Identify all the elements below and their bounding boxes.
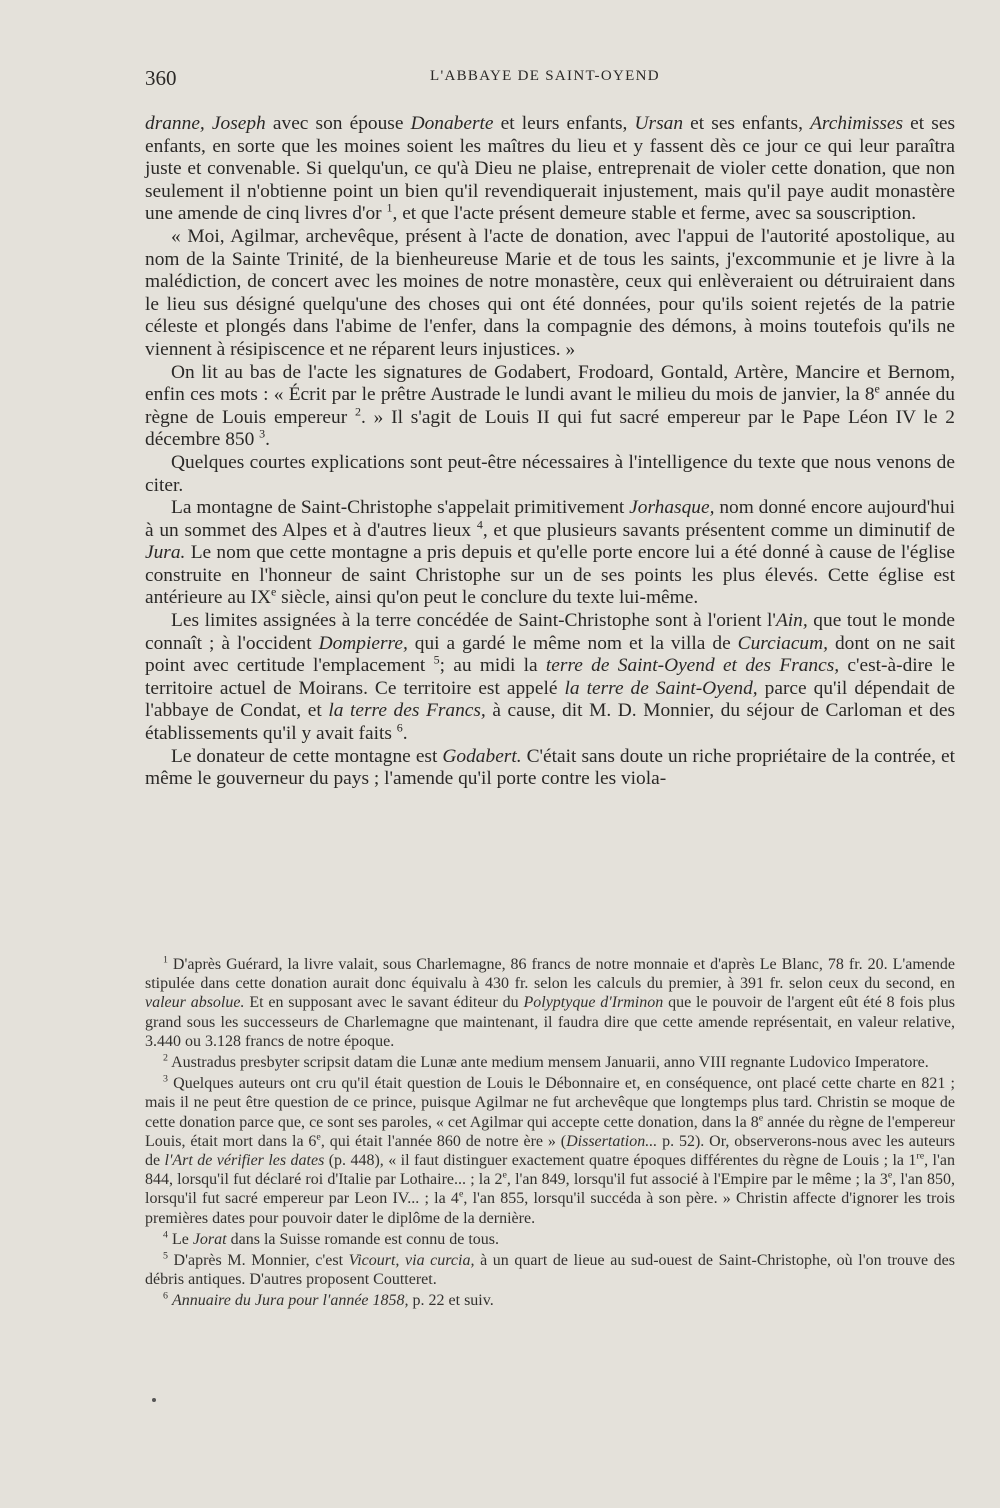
note-ref: 3 [163,1073,168,1085]
text-run: , et que l'acte présent demeure stable et ferme, avec sa souscription. [392,203,917,225]
body-text [145,113,955,791]
italic-text: Polyptyque d'Irminon [523,994,664,1012]
text-run: Austradus presbyter scripsit datam die Lunæ ante medium mensem Januarii, anno VIII regnante Ludovico Imperatore. [167,1054,929,1072]
text-run: , qui était l'année 860 de notre ère » ( [320,1132,567,1150]
note-ref: 6 [163,1291,168,1303]
footnotes [145,955,955,1313]
text-run: et ses enfants, en sorte que les moines soient les maîtres du lieu et y fassent dès ce jour ce qui leur paraîtra juste et convenable. Si quelqu'un, ce qu'à Dieu ne plaise, entreprenait de violer cette donation, que non seulement il n'obtienne point un bien qu'il revendiquerait injustement, mais qu'il paye audit monastère une amende de cinq livres d'or [145,113,956,225]
italic-text: Curciacum, [737,632,828,654]
text-run: . [402,723,408,745]
text-run: à un quart de lieue au sud-ouest de Saint-Christophe, où l'on trouve des débris antiques. D'autres proposent Coutteret. [145,1252,956,1289]
text-run: Quelques courtes explications sont peut-être nécessaires à l'intelligence du texte que nous venons de citer. [145,451,955,496]
paragraph-7 [145,746,955,791]
note-ref: re [916,1150,925,1162]
text-run: , l'an 844, lorsqu'il fut déclaré roi d'Italie par Lothaire... ; la 2 [145,1152,955,1189]
text-run: que le pouvoir de l'argent eût été 8 fois plus grand sous les successeurs de Charlemagne que maintenant, il faudra dire que cette amende représentait, en valeur relative, 3.440 ou 3.128 francs de notre époque. [145,994,955,1050]
paragraph-6 [145,610,955,746]
note-ref: e [758,1112,764,1124]
note-ref: 5 [163,1250,168,1262]
text-run: et ses enfants, [683,113,811,134]
text-run: avec son épouse [265,113,411,134]
text-run: ; au midi la [439,655,546,677]
italic-text: Jorhasque, [629,497,715,519]
italic-text: la terre des Francs, [328,700,486,722]
paragraph-4 [145,452,955,497]
italic-text: Donaberte [410,113,494,134]
text-run: année du règne de Louis empereur [145,384,955,428]
footnote-6 [145,1291,955,1310]
text-run: « Moi, Agilmar, archevêque, présent à l'acte de donation, avec l'appui de l'autorité apostolique, au nom de la Sainte Trinité, de la bienheureuse Marie et de tous les saints, j'excommunie et je livre à la malédiction, de concert avec les moines de notre monastère, ceux qui enlèveraient ou détruiraient dans le lieu sus désigné quelqu'une des choses qui ont été données, pour qu'ils soient rejetés de la patrie céleste et plongés dans l'abime de l'enfer, dans la compagnie des démons, à moins toutefois qu'ils ne viennent à résipiscence et ne réparent leurs injustices. » [145,225,955,360]
text-run: c'est-à-dire le territoire actuel de Moirans. Ce territoire est appelé [145,655,955,699]
paragraph-1 [145,113,955,226]
note-ref: e [502,1169,507,1181]
italic-text: terre de Saint-Oyend et des Francs, [545,655,840,677]
text-run: D'après Guérard, la livre valait, sous Charlemagne, 86 francs de notre monnaie et d'après Le Blanc, 78 fr. 20. L'amende stipulée dans cette donation aurait donc équivalu à 430 fr. selon les calculs du premier, à 391 fr. selon ceux du second, en [145,956,955,993]
text-run: Le donateur de cette montagne est [171,745,443,767]
footnote-1 [145,955,955,1051]
note-ref: 1 [386,200,393,215]
note-ref: e [458,1189,464,1201]
paragraph-2 [145,226,955,362]
text-run: C'était sans doute un riche propriétaire de la contrée, et même le gouverneur du pays ; l'amende qu'il porte contre les viola- [145,745,955,790]
footnote-4 [145,1230,955,1249]
note-ref: e [887,1169,893,1181]
italic-text: Jorat [192,1230,227,1248]
text-run: Le [167,1230,193,1248]
note-ref: 2 [163,1052,168,1064]
text-run: Quelques auteurs ont cru qu'il était question de Louis le Débonnaire et, en conséquence, ont placé cette charte en 821 ; mais il ne peut être question de ce prince, puisque Agilmar ne fut archevêque que longtemps plus tard. Christin se moque de cette donation parce que, ce sont ses paroles, « cet Agilmar qui accepte cette donation, dans la 8 [145,1075,955,1131]
note-ref: 4 [163,1229,168,1241]
text-run: Et en supposant avec le savant éditeur du [244,994,524,1012]
text-run: (p. 448), « il faut distinguer exactement quatre époques différentes du règne de Louis ; la 1 [324,1152,917,1170]
text-run: année du règne de l'empereur Louis, était mort dans la 6 [145,1113,955,1150]
text-run: , l'an 849, lorsqu'il fut associé à l'Empire par le même ; la 3 [506,1171,888,1189]
ink-dot [152,1398,156,1402]
footnote-2 [145,1053,955,1072]
paragraph-3 [145,362,955,452]
text-run: qui a gardé le même nom et la villa de [407,632,738,654]
italic-text: Archimisses [810,113,904,134]
footnote-5 [145,1251,955,1289]
footnote-3 [145,1074,955,1228]
paragraph-5 [145,497,955,610]
italic-text: Ain, [775,610,808,632]
note-ref: e [316,1131,321,1143]
italic-text: Godabert. [442,745,522,767]
text-run: et leurs enfants, [493,113,635,134]
note-ref: 3 [259,426,266,441]
italic-text: Dompierre, [318,632,408,654]
text-run: , et que plusieurs savants présentent comme un diminutif de [482,519,955,541]
text-run: , l'an 850, lorsqu'il fut sacré empereur par Leon IV... ; la 4 [145,1171,955,1208]
note-ref: 1 [163,954,168,966]
text-run: La montagne de Saint-Christophe s'appelait primitivement [171,497,630,519]
text-run: nom donné encore aujourd'hui à un sommet des Alpes et à d'autres lieux [145,497,955,541]
text-run: On lit au bas de l'acte les signatures de Godabert, Frodoard, Gontald, Artère, Mancire et Bernom, enfin ces mots : « Écrit par le prêtre Austrade le lundi avant le milieu du mois de janvier, la 8 [145,361,955,406]
note-ref: 2 [354,404,361,419]
note-ref: e [874,381,880,396]
italic-text: Dissertation... [566,1132,658,1150]
note-ref: 6 [396,720,403,735]
text-run: à cause, dit M. D. Monnier, du séjour de Carloman et des établissements qu'il y avait faits [145,700,955,745]
text-run: dans la Suisse romande est connu de tous. [226,1230,500,1248]
italic-text: dranne, Joseph [145,113,266,134]
text-run: , l'an 855, lorsqu'il succéda à son père. » Christin affecte d'ignorer les trois premières dates pour pouvoir dater le diplôme de la dernière. [145,1190,956,1227]
text-run: D'après M. Monnier, c'est [167,1252,349,1270]
text-run: . » Il s'agit de Louis II qui fut sacré empereur par le Pape Léon IV le 2 décembre 850 [145,406,955,451]
text-run: Les limites assignées à la terre concédée de Saint-Christophe sont à l'orient l' [171,610,776,632]
text-run: Le nom que cette montagne a pris depuis et qu'elle porte encore lui a été donné à cause de l'église construite en l'honneur de saint Christophe sur un de ses points les plus élevés. Cette église est antérieure au IX [145,542,955,609]
italic-text: valeur absolue. [145,994,245,1012]
text-run: parce qu'il dépendait de l'abbaye de Condat, et [145,677,956,722]
italic-text: l'Art de vérifier les dates [164,1152,325,1170]
italic-text: la terre de Saint-Oyend, [564,677,758,699]
running-title: L'ABBAYE DE SAINT-OYEND [430,68,660,84]
text-run: siècle, ainsi qu'on peut le conclure du texte lui-même. [276,587,699,609]
text-run: p. 22 et suiv. [408,1292,494,1310]
italic-text: Vicourt, via curcia, [348,1252,475,1270]
page-header [145,66,910,92]
text-run: que tout le monde connaît ; à l'occident [145,610,955,654]
text-run: dont on ne sait point avec certitude l'emplacement [145,632,955,677]
note-ref: 4 [476,517,483,532]
text-run: . [265,429,271,451]
italic-text: Annuaire du Jura pour l'année 1858, [171,1292,409,1310]
text-run: p. 52). Or, observerons-nous avec les auteurs de [145,1132,956,1170]
note-ref: e [270,585,277,599]
page-number: 360 [145,66,177,90]
italic-text: Jura. [145,542,186,564]
note-ref: 5 [433,652,440,667]
italic-text: Ursan [634,113,684,134]
